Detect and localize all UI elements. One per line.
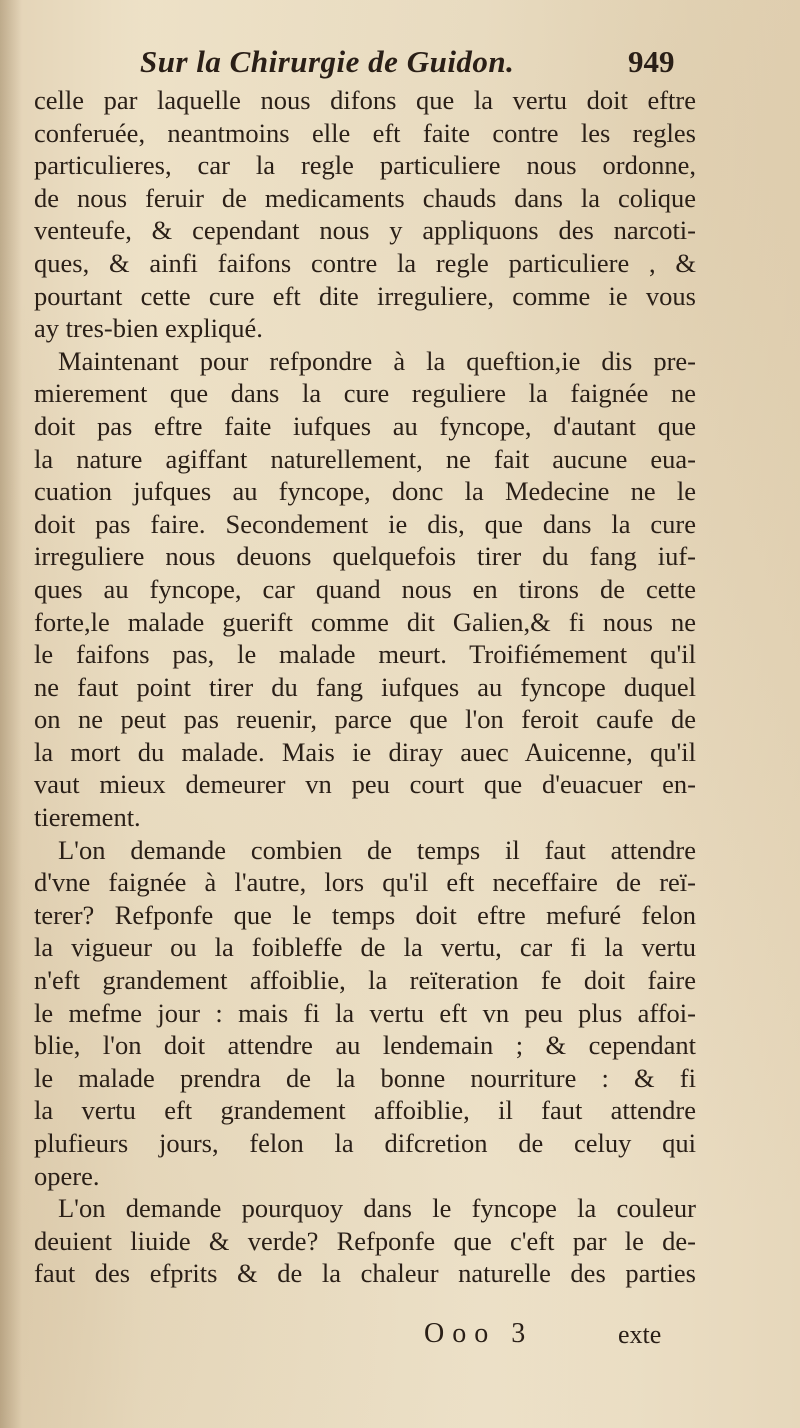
- text-line: faut des efprits & de la chaleur naturelle des parties: [34, 1258, 696, 1289]
- text-line: doit pas eftre faite iufques au fyncope, d'autant que: [34, 410, 696, 441]
- text-line: ques au fyncope, car quand nous en tirons de cette: [34, 573, 696, 604]
- text-line: vaut mieux demeurer vn peu court que d'euacuer en-: [34, 769, 696, 800]
- text-line: plufieurs jours, felon la difcretion de celuy qui: [34, 1128, 696, 1158]
- page-footer: [0, 1318, 800, 1358]
- text-line: particulieres, car la regle particuliere nous ordonne,: [34, 150, 696, 181]
- text-line: la vertu eft grandement affoiblie, il faut attendre: [34, 1095, 696, 1126]
- paragraph-start-line: L'on demande combien de temps il faut attendre: [58, 834, 696, 865]
- catchword: exte: [618, 1320, 662, 1349]
- text-line: le malade prendra de la bonne nourriture : & fi: [34, 1062, 696, 1093]
- text-line: la vigueur ou la foibleffe de la vertu, car fi la vertu: [34, 932, 696, 963]
- text-line: d'vne faignée à l'autre, lors qu'il eft neceffaire de reï-: [34, 867, 696, 898]
- binding-gutter-shadow: [0, 0, 22, 1428]
- text-line: terer? Refponfe que le temps doit eftre mefuré felon: [34, 899, 696, 930]
- text-line: le mefme jour : mais fi la vertu eft vn peu plus affoi-: [34, 997, 696, 1028]
- text-line: ne faut point tirer du fang iufques au fyncope duquel: [34, 671, 696, 702]
- text-line: venteufe, & cependant nous y appliquons des narcoti-: [34, 215, 696, 246]
- text-line: le faifons pas, le malade meurt. Troifiémement qu'il: [34, 639, 696, 670]
- page-header: [0, 40, 800, 90]
- text-line: blie, l'on doit attendre au lendemain ; & cependant: [34, 1030, 696, 1061]
- text-line: n'eft grandement affoiblie, la reïteration fe doit faire: [34, 965, 696, 996]
- paragraph-start-line: L'on demande pourquoy dans le fyncope la couleur: [58, 1193, 696, 1224]
- text-line: deuient liuide & verde? Refponfe que c'eft par le de-: [34, 1225, 696, 1256]
- text-line: conferuée, neantmoins elle eft faite contre les regles: [34, 117, 696, 148]
- text-line: la nature agiffant naturellement, ne fait aucune eua-: [34, 443, 696, 474]
- text-line: la mort du malade. Mais ie diray auec Auicenne, qu'il: [34, 736, 696, 767]
- signature-mark: Ooo 3: [424, 1318, 534, 1349]
- text-line: doit pas faire. Secondement ie dis, que dans la cure: [34, 508, 696, 539]
- text-line: forte,le malade guerift comme dit Galien,& fi nous ne: [34, 606, 696, 637]
- text-line: mierement que dans la cure reguliere la faignée ne: [34, 378, 696, 409]
- text-line: ques, & ainfi faifons contre la regle particuliere , &: [34, 247, 696, 278]
- text-line: cuation jufques au fyncope, donc la Medecine ne le: [34, 476, 696, 507]
- body-text: [34, 84, 696, 1290]
- text-line: opere.: [34, 1160, 100, 1191]
- page-number: 949: [628, 44, 675, 79]
- paragraph-start-line: Maintenant pour refpondre à la queftion,ie dis pre-: [58, 345, 696, 376]
- text-line: celle par laquelle nous difons que la vertu doit eftre: [34, 85, 696, 115]
- text-line: irreguliere nous deuons quelquefois tirer du fang iuf-: [34, 541, 696, 572]
- text-line: ay tres-bien expliqué.: [34, 313, 263, 344]
- text-line: de nous feruir de medicaments chauds dans la colique: [34, 182, 696, 213]
- text-line: on ne peut pas reuenir, parce que l'on feroit caufe de: [34, 704, 696, 735]
- running-title: Sur la Chirurgie de Guidon.: [140, 44, 515, 79]
- text-line: tierement.: [34, 802, 141, 833]
- text-line: pourtant cette cure eft dite irreguliere, comme ie vous: [34, 280, 696, 311]
